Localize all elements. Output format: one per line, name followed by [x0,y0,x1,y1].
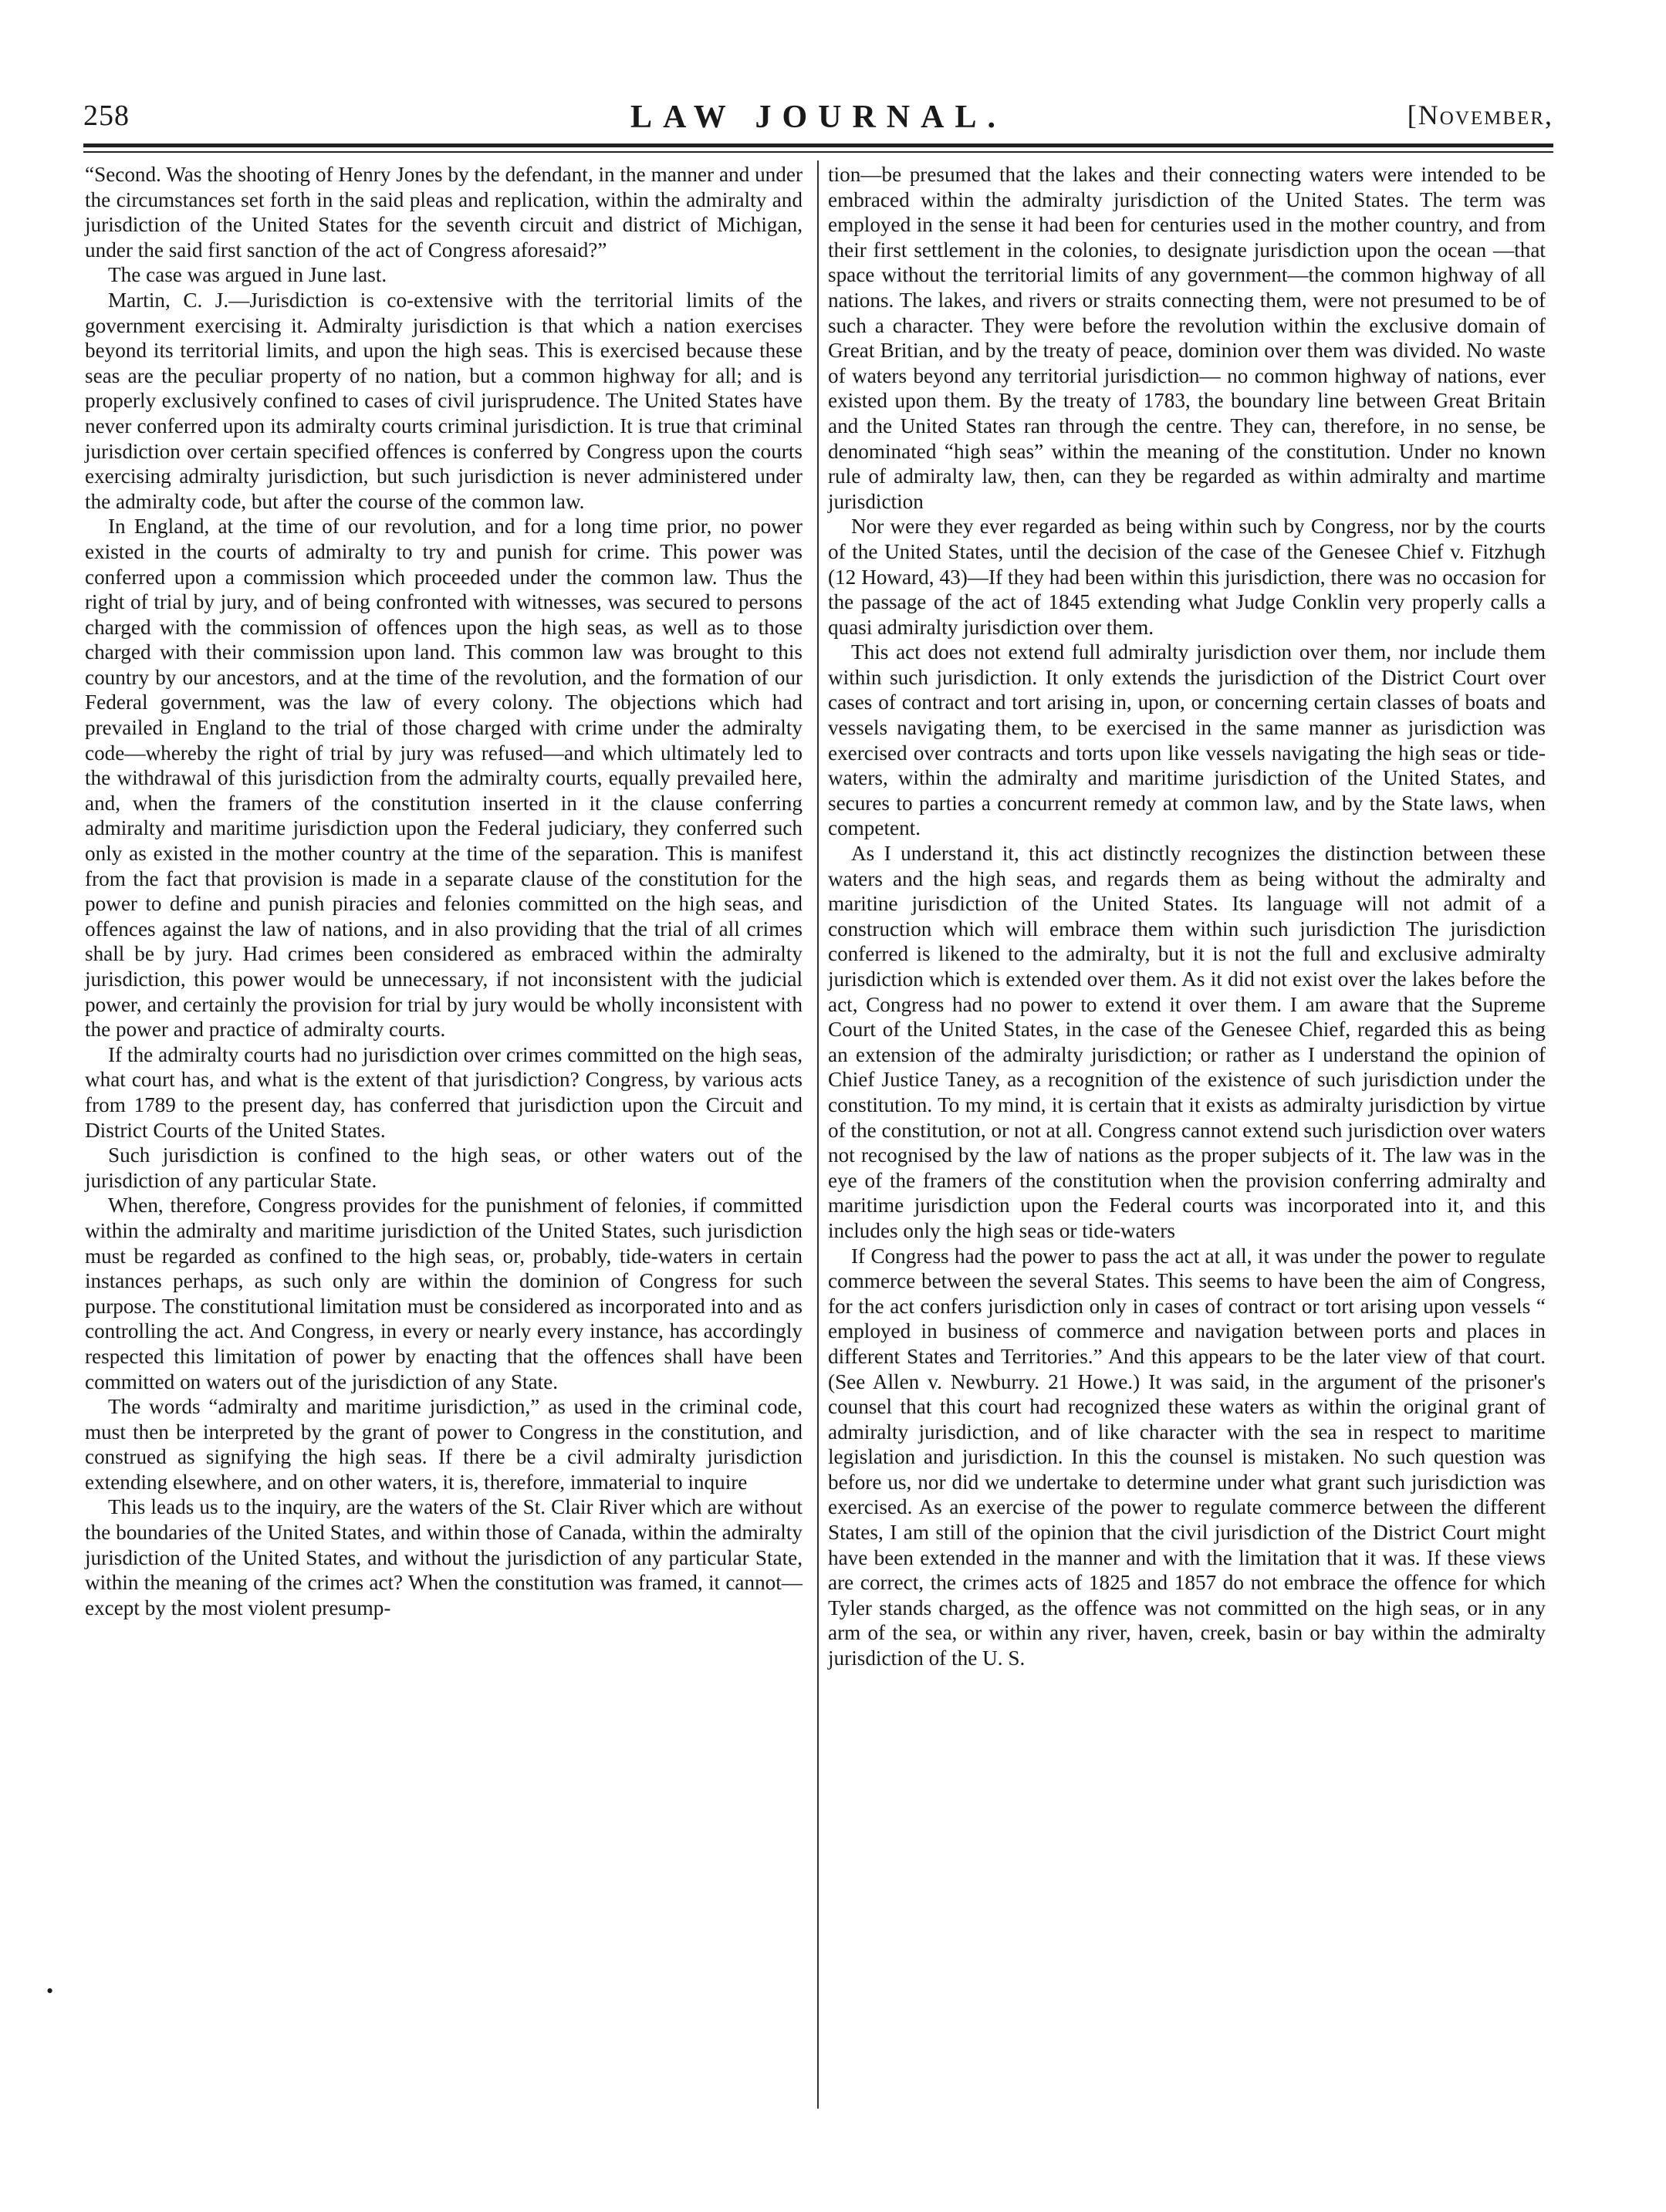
paragraph: tion—be presumed that the lakes and their connecting waters were intended to be embraced within the admiralty jurisdiction of the United States. The term was employed in the sense it had been for centuries used in the mother country, and from their first settlement in the colonies, to designate jurisdiction upon the ocean —that space without the territorial limits of any government—the common highway of all nations. The lakes, and rivers or straits connecting them, were not presumed to be of such a character. They were before the revolution within the exclusive domain of Great Britian, and by the treaty of peace, dominion over them was divided. No waste of waters beyond any territorial jurisdiction— no common highway of nations, ever existed upon them. By the treaty of 1783, the boundary line between Great Britain and the United States ran through the centre. They can, therefore, in no sense, be denominated “high seas” within the meaning of the constitution. Under no known rule of admiralty law, then, can they be regarded as within admiralty and martime jurisdiction [828,163,1546,513]
page-number: 258 [83,100,130,132]
paragraph: Martin, C. J.—Jurisdiction is co-extensive with the territorial limits of the government exercising it. Admiralty jurisdiction is that which a nation exercises beyond its territorial limits, and upon the high seas. This is exercised because these seas are the peculiar property of no nation, but a common highway for all; and is properly exclusively confined to cases of civil jurisprudence. The United States have never conferred upon its admiralty courts criminal jurisdiction. It is true that criminal jurisdiction over certain specified offences is conferred by Congress upon the courts exercising admiralty jurisdiction, but such jurisdiction is never administered under the admiralty code, but after the course of the common law. [85,288,803,513]
paragraph: In England, at the time of our revolution, and for a long time prior, no power existed in the courts of admiralty to try and punish for crime. This power was conferred upon a commission which proceeded under the common law. Thus the right of trial by jury, and of being confronted with witnesses, was secured to persons charged with the commission of offences upon the high seas, as well as to those charged with their commission upon land. This common law was brought to this country by our ancestors, and at the time of the revolution, and the formation of our Federal government, was the law of every colony. The objections which had prevailed in England to the trial of those charged with crime under the admiralty code—whereby the right of trial by jury was refused—and which ultimately led to the withdrawal of this jurisdiction from the admiralty courts, equally prevailed here, and, when the framers of the constitution inserted in it the clause conferring admiralty and maritime jurisdiction upon the Federal judiciary, they conferred such only as existed in the mother country at the time of the separation. This is manifest from the fact that provision is made in a separate clause of the constitution for the power to define and punish piracies and felonies committed on the high seas, and offences against the law of nations, and in also providing that the trial of all crimes shall be by jury. Had crimes been considered as embraced within the admiralty jurisdiction, this power would be unnecessary, if not inconsistent with the judicial power, and certainly the provision for trial by jury would be wholly inconsistent with the power and practice of admiralty courts. [85,515,803,1042]
running-head-month: [November, [1407,100,1553,130]
paragraph: Such jurisdiction is confined to the high seas, or other waters out of the jurisdiction of any particular State. [85,1143,803,1192]
paragraph: If Congress had the power to pass the act at all, it was under the power to regulate commerce between the several States. This seems to have been the aim of Congress, for the act confers jurisdiction only in cases of contract or tort arising upon vessels “ employed in business of commerce and navigation between ports and places in different States and Territories.” And this appears to be the later view of that court. (See Allen v. Newburry. 21 Howe.) It was said, in the argument of the prisoner's counsel that this court had recognized these waters as within the original grant of admiralty jurisdiction, and of like character with the sea in respect to maritime legislation and jurisdiction. In this the counsel is mistaken. No such question was before us, nor did we undertake to determine under what grant such jurisdiction was exercised. As an exercise of the power to regulate commerce between the different States, I am still of the opinion that the civil jurisdiction of the District Court might have been extended in the manner and with the limitation that it was. If these views are correct, the crimes acts of 1825 and 1857 do not embrace the offence for which Tyler stands charged, as the offence was not committed on the high seas, or in any arm of the sea, or within any river, haven, creek, basin or bay within the admiralty jurisdiction of the U. S. [828,1244,1546,1670]
paragraph: “Second. Was the shooting of Henry Jones by the defendant, in the manner and under the circumstances set forth in the said pleas and replication, within the admiralty and jurisdiction of the United States for the seventh circuit and district of Michigan, under the said first sanction of the act of Congress aforesaid?” [85,163,803,262]
journal-title: LAW JOURNAL. [630,100,1006,135]
header-rule-thick [83,144,1553,147]
column-divider [817,160,819,2109]
margin-mark: • [46,1980,54,2002]
paragraph: When, therefore, Congress provides for the punishment of felonies, if committed within the admiralty and maritime jurisdiction of the United States, such jurisdiction must be regarded as confined to the high seas, or, probably, tide-waters in certain instances perhaps, as such only are within the dominion of Congress for such purpose. The constitutional limitation must be considered as incorporated into and as controlling the act. And Congress, in every or nearly every instance, has accordingly respected this limitation of power by enacting that the offences shall have been committed on waters out of the jurisdiction of any State. [85,1194,803,1393]
page-header [83,99,1553,145]
paragraph: If the admiralty courts had no jurisdiction over crimes committed on the high seas, what court has, and what is the extent of that jurisdiction? Congress, by various acts from 1789 to the present day, has conferred that jurisdiction upon the Circuit and District Courts of the United States. [85,1042,803,1142]
right-column [828,162,1546,1671]
paragraph: This act does not extend full admiralty jurisdiction over them, nor include them within such jurisdiction. It only extends the jurisdiction of the District Court over cases of contract and tort arising in, upon, or concerning certain classes of boats and vessels navigating them, to be exercised in the same manner as jurisdiction was exercised over contracts and torts upon like vessels navigating the high seas or tide-waters, within the admiralty and maritime jurisdiction of the United States, and secures to parties a concurrent remedy at common law, and by the State laws, when competent. [828,640,1546,840]
left-column [85,162,803,1620]
header-rule-thin [83,151,1553,153]
paragraph: This leads us to the inquiry, are the waters of the St. Clair River which are without the boundaries of the United States, and within those of Canada, within the admiralty jurisdiction of the United States, and without the jurisdiction of any particular State, within the meaning of the crimes act? When the constitution was framed, it cannot—except by the most violent presump- [85,1495,803,1619]
paragraph: The case was argued in June last. [108,263,387,287]
paragraph: As I understand it, this act distinctly recognizes the distinction between these waters and the high seas, and regards them as being without the admiralty and maritine jurisdiction of the United States. Its language will not admit of a construction which will embrace them within such jurisdiction The jurisdiction conferred is likened to the admiralty, but it is not the full and exclusive admiralty jurisdiction which is extended over them. As it did not exist over the lakes before the act, Congress had no power to extend it over them. I am aware that the Supreme Court of the United States, in the case of the Genesee Chief, regarded this as being an extension of the admiralty jurisdiction; or rather as I understand the opinion of Chief Justice Taney, as a recognition of the existence of such jurisdiction under the constitution. To my mind, it is certain that it exists as admiralty jurisdiction by virtue of the constitution, or not at all. Congress cannot extend such jurisdiction over waters not recognised by the law of nations as the proper subjects of it. The law was in the eye of the framers of the constitution when the provision conferring admiralty and maritime jurisdiction upon the Federal courts was incorporated into it, and this includes only the high seas or tide-waters [828,842,1546,1242]
paragraph: The words “admiralty and maritime jurisdiction,” as used in the criminal code, must then be interpreted by the grant of power to Congress in the constitution, and construed as signifying the high seas. If there be a civil admiralty jurisdiction extending elsewhere, and on other waters, it is, therefore, immaterial to inquire [85,1395,803,1494]
paragraph: Nor were they ever regarded as being within such by Congress, nor by the courts of the United States, until the decision of the case of the Genesee Chief v. Fitzhugh (12 Howard, 43)—If they had been within this jurisdiction, there was no occasion for the passage of the act of 1845 extending what Judge Conklin very properly calls a quasi admiralty jurisdiction over them. [828,515,1546,639]
